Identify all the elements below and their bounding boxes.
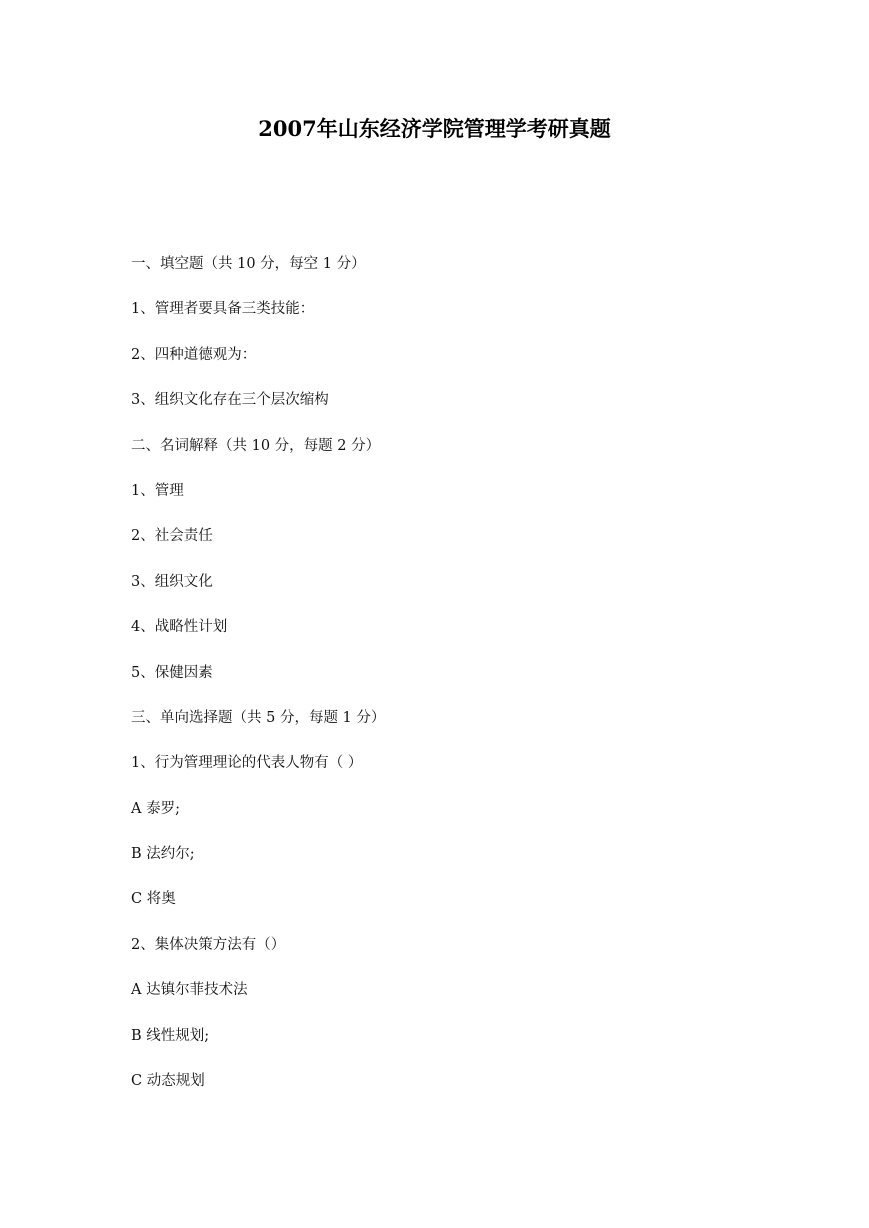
answer-option: A 泰罗;: [131, 800, 180, 817]
answer-option: B 法约尔;: [131, 846, 195, 863]
question-line: 3、组织文化: [131, 573, 213, 590]
question-line: 1、行为管理理论的代表人物有（ ）: [131, 755, 363, 772]
question-line: 2、四种道德观为：: [131, 346, 257, 363]
question-line: 4、战略性计划: [131, 619, 228, 636]
question-line: 3、组织文化存在三个层次缩构: [131, 392, 329, 409]
document-title: 2007年山东经济学院管理学考研真题: [258, 116, 611, 141]
section-heading-single-choice: 三、单向选择题（共 5 分，每题 1 分）: [131, 709, 386, 726]
answer-option: C 将奥: [131, 891, 176, 908]
section-heading-fill-in-blank: 一、填空题（共 10 分，每空 1 分）: [131, 256, 366, 272]
document-body: [131, 252, 811, 1114]
question-line: 2、社会责任: [131, 528, 213, 545]
question-line: 1、管理者要具备三类技能：: [131, 301, 315, 318]
question-line: 2、集体决策方法有（）: [131, 936, 286, 953]
answer-option: A 达镇尔菲技术法: [131, 982, 248, 999]
section-heading-term-definition: 二、名词解释（共 10 分，每题 2 分）: [131, 437, 381, 454]
answer-option: C 动态规划: [131, 1073, 205, 1090]
question-line: 5、保健因素: [131, 664, 213, 681]
question-line: 1、管理: [131, 482, 184, 499]
answer-option: B 线性规划;: [131, 1027, 210, 1044]
